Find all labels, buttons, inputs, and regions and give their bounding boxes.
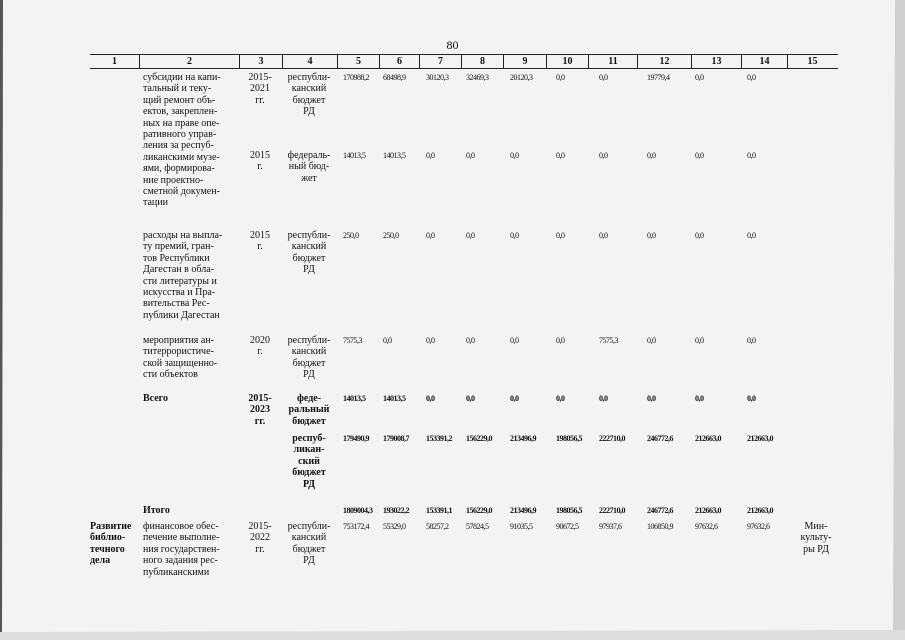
value-cell: 0,0 (510, 336, 519, 345)
text-line: ральный (288, 404, 330, 416)
value-cell: 0,0 (556, 73, 565, 82)
text-line: тальный и теку- (143, 83, 212, 95)
text-line: Итого (143, 505, 170, 516)
period (242, 230, 278, 253)
value-cell: 0,0 (466, 151, 475, 160)
value-cell: 198056,5 (556, 434, 582, 443)
value-cell: 0,0 (599, 151, 608, 160)
funding-source (283, 230, 335, 276)
text-line: республи- (287, 72, 331, 83)
value-cell: 0,0 (556, 231, 565, 240)
value-cell: 1809004,3 (343, 506, 373, 515)
value-cell: 156229,0 (466, 506, 492, 515)
value-cell: 212663,0 (695, 434, 721, 443)
value-cell: 212663,0 (747, 434, 773, 443)
header-cell: 6 (380, 55, 420, 68)
value-cell: 0,0 (695, 231, 704, 240)
value-cell: 193022,2 (383, 506, 409, 515)
text-line: мероприятия ан- (143, 335, 215, 346)
text-line: сметной докумен- (143, 186, 220, 198)
text-line: щий ремонт объ- (143, 94, 216, 106)
header-cell: 8 (462, 55, 504, 68)
value-cell: 0,0 (747, 151, 756, 160)
text-line: 2021 (250, 83, 270, 95)
text-line: г. (257, 241, 263, 253)
text-line: тов Республики (143, 252, 210, 264)
text-line: ного задания рес- (143, 555, 218, 567)
text-line: библио- (90, 532, 126, 544)
value-cell: 68498,9 (383, 73, 406, 82)
value-cell: 30120,3 (426, 73, 449, 82)
text-line: ративного управ- (143, 129, 217, 141)
value-cell: 0,0 (747, 73, 756, 82)
value-cell: 0,0 (466, 231, 475, 240)
text-line: г. (257, 346, 263, 358)
value-cell: 198056,5 (556, 506, 582, 515)
text-line: дела (90, 555, 111, 567)
value-cell: 222710,0 (599, 434, 625, 443)
value-cell: 0,0 (695, 394, 704, 403)
value-cell: 0,0 (426, 394, 435, 403)
period (242, 72, 278, 106)
text-line: 2015 (250, 150, 270, 161)
section-title (90, 521, 140, 567)
value-cell: 250,0 (343, 231, 359, 240)
header-cell: 2 (140, 55, 240, 68)
text-line: Дагестан в обла- (143, 264, 214, 276)
value-cell: 0,0 (510, 151, 519, 160)
value-cell: 213496,9 (510, 506, 536, 515)
value-cell: 212663,0 (695, 506, 721, 515)
value-cell: 106850,9 (647, 522, 673, 531)
text-line: канский (291, 346, 327, 358)
period (242, 150, 278, 173)
value-cell: 20120,3 (510, 73, 533, 82)
funding-source (283, 335, 335, 381)
value-cell: 153391,2 (426, 434, 452, 443)
value-cell: 0,0 (599, 231, 608, 240)
value-cell: 0,0 (556, 151, 565, 160)
text-line: гг. (255, 94, 265, 106)
text-line: феде- (296, 393, 322, 404)
value-cell: 246772,6 (647, 434, 673, 443)
value-cell: 0,0 (599, 394, 608, 403)
text-line: Развитие (90, 521, 132, 532)
text-line: тации (143, 197, 168, 209)
period (242, 335, 278, 358)
header-cell: 11 (589, 55, 638, 68)
value-cell: 0,0 (426, 151, 435, 160)
page-number: 80 (446, 38, 459, 52)
value-cell: 55329,0 (383, 522, 406, 531)
value-cell: 97632,6 (695, 522, 718, 531)
text-line: искусства и Пра- (143, 287, 216, 299)
value-cell: 0,0 (426, 231, 435, 240)
total-period (242, 393, 278, 427)
text-line: ры РД (803, 543, 829, 555)
text-line: ский (298, 455, 320, 467)
text-line: гг. (255, 543, 265, 555)
header-cell: 14 (742, 55, 788, 68)
value-cell: 0,0 (647, 336, 656, 345)
value-cell: 0,0 (747, 394, 756, 403)
value-cell: 213496,9 (510, 434, 536, 443)
text-line: республи- (287, 230, 331, 241)
value-cell: 179008,7 (383, 434, 409, 443)
text-line: ления за респуб- (143, 140, 214, 152)
value-cell: 0,0 (747, 231, 756, 240)
text-line: титеррористиче- (143, 346, 214, 358)
value-cell: 0,0 (647, 394, 656, 403)
text-line: сти литературы и (143, 275, 217, 287)
text-line: публики Дагестан (143, 309, 220, 321)
text-line: ектов, закреплен- (143, 106, 218, 118)
value-cell: 0,0 (695, 336, 704, 345)
row-description (143, 230, 238, 321)
text-line: РД (303, 369, 315, 381)
total-republic-source (283, 433, 335, 490)
text-line: 2015- (248, 393, 272, 404)
text-line: республи- (287, 521, 331, 532)
text-line: ликанскими музе- (143, 151, 220, 163)
text-line: ту премий, гран- (143, 241, 214, 253)
text-line: 2015- (248, 72, 272, 83)
value-cell: 179490,9 (343, 434, 369, 443)
value-cell: 0,0 (556, 336, 565, 345)
text-line: 2015 (250, 230, 270, 241)
text-line: респуб- (292, 433, 326, 444)
text-line: бюджет (292, 94, 326, 106)
value-cell: 58257,2 (426, 522, 449, 531)
text-line: РД (303, 264, 315, 276)
value-cell: 222710,0 (599, 506, 625, 515)
text-line: Мин- (804, 521, 828, 532)
text-line: сти объектов (143, 369, 198, 381)
text-line: канский (291, 241, 327, 253)
text-line: 2015- (248, 521, 272, 532)
value-cell: 0,0 (556, 394, 565, 403)
text-line: ликан- (293, 444, 325, 456)
text-line: ями, формирова- (143, 163, 215, 175)
value-cell: 246772,6 (647, 506, 673, 515)
header-cell: 1 (90, 55, 140, 68)
value-cell: 19779,4 (647, 73, 670, 82)
text-line: субсидии на капи- (143, 72, 221, 83)
total-label (143, 393, 238, 404)
value-cell: 14013,5 (383, 394, 406, 403)
header-cell: 3 (240, 55, 283, 68)
text-line: 2023 (250, 404, 270, 416)
table-header (90, 54, 838, 69)
text-line: ния государствен- (143, 543, 220, 555)
value-cell: 14013,5 (343, 151, 366, 160)
header-cell: 15 (807, 56, 818, 67)
text-line: финансовое обес- (143, 521, 219, 532)
value-cell: 0,0 (599, 73, 608, 82)
value-cell: 0,0 (383, 336, 392, 345)
value-cell: 57824,5 (466, 522, 489, 531)
value-cell: 0,0 (466, 336, 475, 345)
value-cell: 0,0 (695, 73, 704, 82)
value-cell: 7575,3 (343, 336, 362, 345)
text-line: республи- (287, 335, 331, 346)
text-line: культу- (800, 532, 832, 544)
section-period (242, 521, 278, 555)
funding-source (283, 72, 335, 118)
value-cell: 14013,5 (383, 151, 406, 160)
row-description (143, 335, 238, 381)
value-cell: 753172,4 (343, 522, 369, 531)
value-cell: 250,0 (383, 231, 399, 240)
text-line: РД (303, 555, 315, 567)
value-cell: 0,0 (510, 231, 519, 240)
header-cell: 9 (504, 55, 547, 68)
value-cell: 0,0 (647, 151, 656, 160)
value-cell: 0,0 (510, 394, 519, 403)
value-cell: 0,0 (647, 231, 656, 240)
value-cell: 170988,2 (343, 73, 369, 82)
value-cell: 0,0 (695, 151, 704, 160)
text-line: бюджет (292, 357, 326, 369)
value-cell: 90672,5 (556, 522, 579, 531)
value-cell: 212663,0 (747, 506, 773, 515)
text-line: ской защищенно- (143, 357, 218, 369)
text-line: Всего (143, 393, 168, 404)
value-cell: 32469,3 (466, 73, 489, 82)
text-line: 2022 (250, 532, 270, 544)
text-line: РД (303, 478, 315, 490)
text-line: течного (90, 543, 125, 555)
text-line: бюджет (292, 467, 326, 479)
text-line: бюджет (292, 252, 326, 264)
value-cell: 7575,3 (599, 336, 618, 345)
text-line: ние проектно- (143, 174, 204, 186)
text-line: г. (257, 161, 263, 173)
header-cell: 12 (638, 55, 692, 68)
text-line: жет (301, 172, 317, 184)
value-cell: 156229,0 (466, 434, 492, 443)
text-line: публиканскими (143, 566, 210, 578)
text-line: бюджет (292, 543, 326, 555)
value-cell: 0,0 (426, 336, 435, 345)
text-line: федераль- (287, 150, 331, 161)
value-cell: 97632,6 (747, 522, 770, 531)
text-line: ных на праве опе- (143, 117, 220, 129)
text-line: гг. (254, 415, 266, 427)
text-line: бюджет (292, 415, 326, 427)
section-source (283, 521, 335, 567)
text-line: канский (291, 532, 327, 544)
text-line: ный бюд- (288, 161, 330, 173)
text-line: РД (303, 106, 315, 118)
value-cell: 0,0 (466, 394, 475, 403)
row-description (143, 72, 238, 209)
header-cell: 13 (692, 55, 742, 68)
executor (795, 521, 837, 555)
funding-source (283, 150, 335, 184)
value-cell: 153391,1 (426, 506, 452, 515)
header-cell: 4 (283, 55, 338, 68)
header-cell: 7 (420, 55, 462, 68)
total-federal-source (283, 393, 335, 427)
section-description (143, 521, 238, 578)
value-cell: 0,0 (747, 336, 756, 345)
text-line: печение выполне- (143, 532, 220, 544)
value-cell: 97937,6 (599, 522, 622, 531)
header-cell: 5 (338, 55, 380, 68)
text-line: 2020 (250, 335, 270, 346)
text-line: канский (291, 83, 327, 95)
text-line: расходы на выпла- (143, 230, 223, 241)
itogo-label (143, 505, 238, 516)
text-line: вительства Рес- (143, 298, 210, 310)
value-cell: 14013,5 (343, 394, 366, 403)
header-cell: 10 (547, 55, 589, 68)
value-cell: 91035,5 (510, 522, 533, 531)
